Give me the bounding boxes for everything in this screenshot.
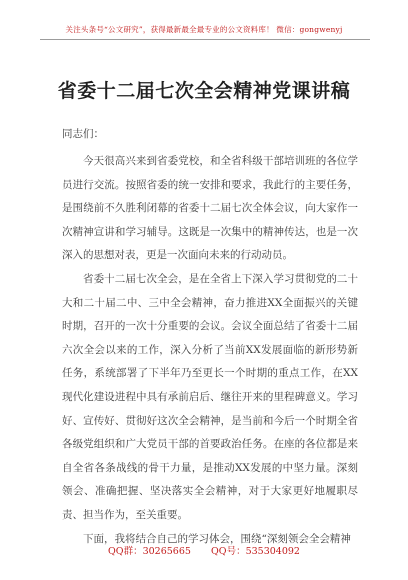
greeting: 同志们： — [62, 128, 104, 140]
footer-qq-group: QQ群：30265665 — [108, 546, 191, 557]
paragraph: 今天很高兴来到省委党校，和全省科级干部培训班的各位学员进行交流。按照省委的统一安排和要求，我此行的主要任务，是围绕前不久胜利闭幕的省委十二届七次全体会议，向大家作一次精神宣讲和学习辅导。这既是一次集中的精神传达，也是一次深入的思想对表，更是一次面向未来的行动动员。 — [62, 155, 358, 262]
document-body — [62, 150, 358, 551]
header-note: 关注头条号“公文研究”，获得最新最全最专业的公文资料库！ 微信：gongwenyj — [65, 25, 343, 34]
paragraph: 下面，我将结合自己的学习体会，围绕“深刻领会全会精神 — [83, 532, 351, 545]
footer — [0, 543, 408, 557]
footer-qq: QQ号：535304092 — [211, 546, 300, 557]
document-title: 省委十二届七次全会精神党课讲稿 — [57, 80, 351, 102]
header-divider — [40, 39, 370, 40]
paragraph: 省委十二届七次全会，是在全省上下深入学习贯彻党的二十大和二十届二中、三中全会精神，奋力推进XX全面振兴的关键时期，召开的一次十分重要的会议。会议全面总结了省委十二届六次全会以来的工作，深入分析了当前XX发展面临的新形势新任务，系统部署了下半年乃至更长一个时期的重点工作，在XX现代化建设进程中具有承前启后、继往开来的里程碑意义。学习好、宣传好、贯彻好这次全会精神，是当前和今后一个时期全省各级党组织和广大党员干部的首要政治任务。在座的各位都是来自全省各条战线的骨干力量，是推动XX发展的中坚力量。深刻领会、准确把握、坚决落实全会精神，对于大家更好地履职尽责、担当作为，至关重要。 — [62, 272, 358, 521]
